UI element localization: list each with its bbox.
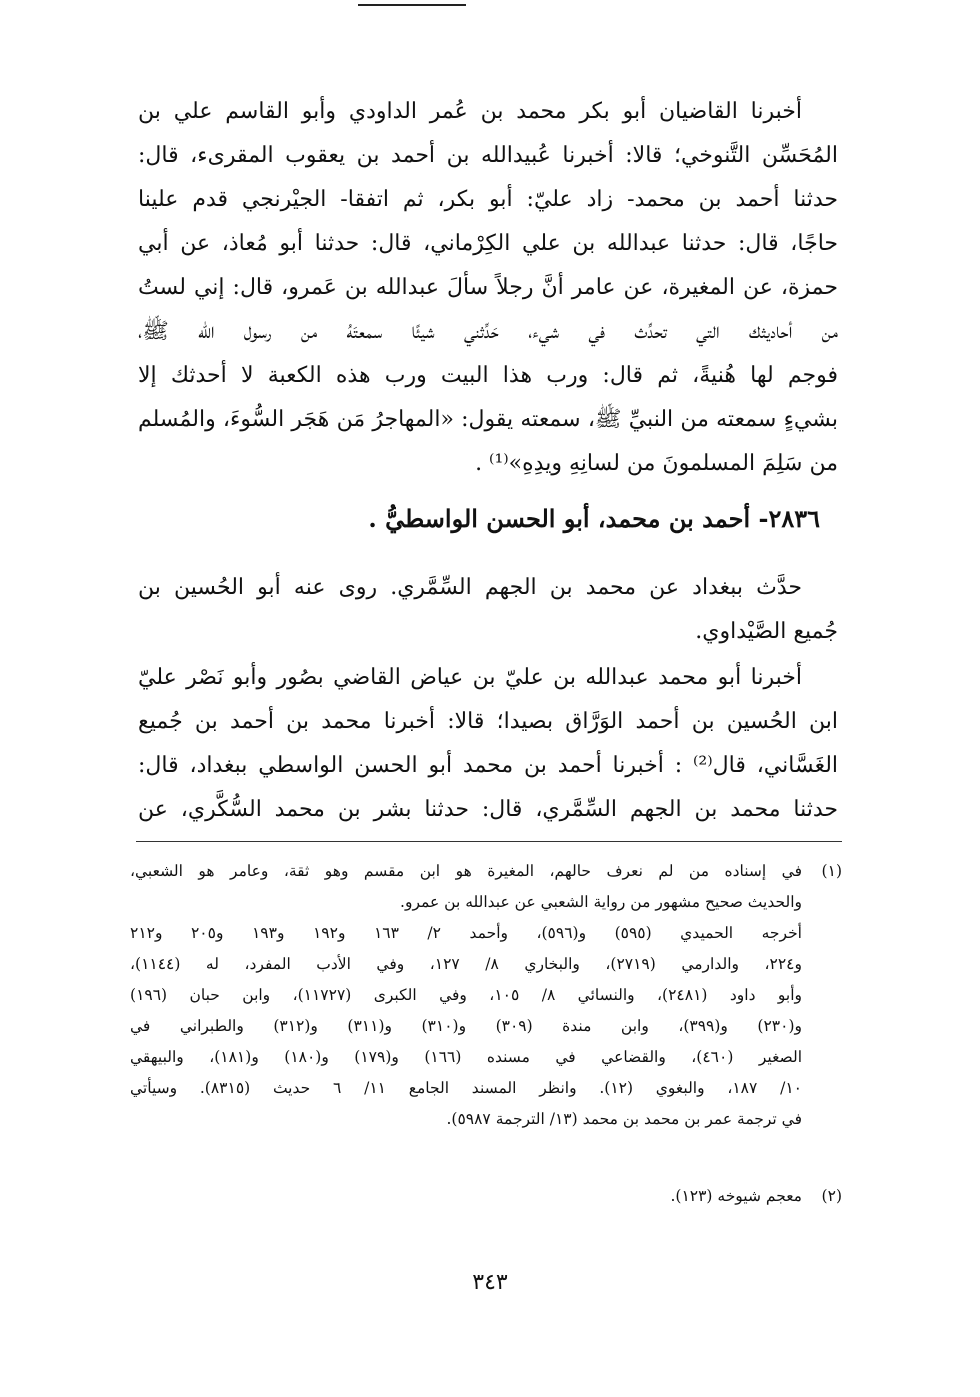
text-line: حاجًا، قال: حدثنا عبدالله بن علي الكِرْماني، قال: حدثنا أبو مُعاذ، عن أبي (138, 231, 838, 256)
text-line: حدَّث ببغداد عن محمد بن الجهم السِّمَّري. روى عنه أبو الحُسين بن (138, 575, 802, 600)
entry-heading: ٢٨٣٦- أحمد بن محمد، أبو الحسن الواسطيُّ . (368, 504, 820, 533)
footnote-number: (١) (821, 862, 842, 880)
top-rule (358, 4, 466, 6)
footnote-line: الصغير (٤٦٠)، والقضاعي في مسنده (١٦٦) و(١٧٩) و(١٨٠) و(١٨١)، والبيهقي (130, 1048, 803, 1066)
text-line: بشيءٍ سمعته من النبيِّ ﷺ، سمعته يقول: «المهاجرُ مَن هَجَر السُّوءَ، والمُسلم (138, 407, 838, 432)
footnote-line: و٢٢٤، والدارمي (٢٧١٩)، والبخاري ٨/ ١٢٧، وفي الأدب المفرد، له (١١٤٤)، (130, 955, 802, 973)
page-number: ٣٤٣ (472, 1270, 508, 1295)
footnote-line: في ترجمة عمر بن محمد بن محمد (١٣/ الترجمة ٥٩٨٧). (446, 1110, 802, 1128)
footnote-line: أخرجه الحميدي (٥٩٥) و(٥٩٦)، وأحمد ٢/ ١٦٣ و١٩٢ و١٩٣ و٢٠٥ و٢١٢ (130, 924, 802, 942)
footnote-line: في إسناده من لم نعرف حالهم، المغيرة هو ابن مقسم وهو ثقة، وعامر هو الشعبي، (130, 862, 802, 880)
text-line: الغَسَّاني، قال⁽²⁾ : أخبرنا أحمد بن محمد أبو الحسن الواسطي ببغداد، قال: (138, 753, 838, 778)
paragraph-isnad-1 (138, 90, 838, 486)
text-line: حدثنا محمد بن الجهم السِّمَّري، قال: حدثنا بشر بن محمد السُّكَّري، عن (138, 797, 838, 822)
paragraph-isnad-2 (138, 656, 838, 832)
text-line: ابن الحُسين بن أحمد الوَرَّاق بصيدا؛ قالا: أخبرنا محمد بن أحمد بن جُميع (138, 709, 838, 734)
footnote-line: والحديث صحيح مشهور من رواية الشعبي عن عبدالله بن عمرو. (400, 893, 802, 911)
footnote-line: و(٢٣٠) و(٣٩٩)، وابن مندة (٣٠٩) و(٣١٠) و(٣١١) و(٣١٢) والطبراني في (130, 1017, 802, 1035)
footnote-line: ١٠/ ١٨٧، والبغوي (١٢). وانظر المسند الجامع ١١/ ٦ حديث (٨٣١٥). وسيأتي (130, 1079, 802, 1097)
footnote-1 (130, 856, 842, 1135)
text-line: جُميع الصَّيْداوي. (695, 619, 838, 644)
text-line: من سَلِمَ المسلمونَ من لسانِهِ ويدِهِ»⁽¹⁾ . (475, 451, 838, 476)
text-line: المُحَسِّن التَّنوخي؛ قالا: أخبرنا عُبيدالله بن أحمد بن يعقوب المقرىء، قال: (138, 143, 838, 168)
text-line: أخبرنا أبو محمد عبدالله بن عليّ بن عياض القاضي بصُور وأبو نَصْر عليّ (138, 665, 802, 690)
paragraph-biography (138, 566, 838, 654)
text-line: فوجم لها هُنيةً، ثم قال: ورب هذا البيت ورب هذه الكعبة لا أحدثك إلا (138, 363, 838, 388)
footnote-separator (136, 841, 842, 842)
footnote-line: وأبو داود (٢٤٨١)، والنسائي ٨/ ١٠٥، وفي الكبرى (١١٧٢٧)، وابن حبان (١٩٦) (130, 986, 802, 1004)
footnote-line: معجم شيوخه (١٢٣). (670, 1187, 802, 1205)
footnote-2 (130, 1181, 842, 1212)
text-line: أخبرنا القاضيان أبو بكر محمد بن عُمر الداودي وأبو القاسم علي بن (138, 99, 802, 124)
footnote-number: (٢) (821, 1187, 842, 1205)
text-line: حدثنا أحمد بن محمد- زاد عليّ: أبو بكر، ثم اتفقا- الجيْرنجي قدم علينا (138, 187, 838, 212)
text-line: من أحاديثك التي تحدِّث في شيء، حَدِّثني شيئًا سمعتَهُ من رسول الله ﷺ، (138, 319, 838, 344)
text-line: حمزة، عن المغيرة، عن عامر أنَّ رجلاً سألَ عبدالله بن عَمرو، قال: إني لستُ (138, 275, 838, 300)
